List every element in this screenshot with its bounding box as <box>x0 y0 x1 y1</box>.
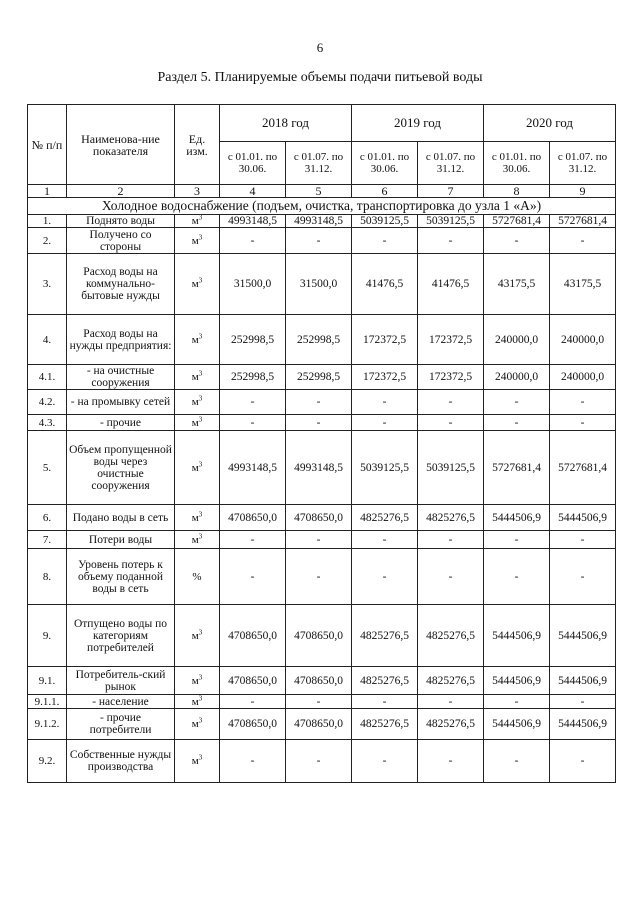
row-value: - <box>220 695 286 709</box>
table-row <box>28 315 616 365</box>
row-unit: $м^3$ <box>175 605 220 667</box>
column-number: 7 <box>418 185 484 198</box>
row-value: - <box>418 549 484 605</box>
row-value: 172372,5 <box>352 315 418 365</box>
row-number: 9.1. <box>28 667 67 695</box>
row-unit: $м^3$ <box>175 505 220 531</box>
row-value: 5727681,4 <box>550 215 616 228</box>
row-value: 252998,5 <box>220 315 286 365</box>
page-number: 6 <box>316 40 324 55</box>
row-value: 4708650,0 <box>220 605 286 667</box>
table-row <box>28 505 616 531</box>
row-value: 4825276,5 <box>418 505 484 531</box>
row-value: 41476,5 <box>352 254 418 315</box>
row-value: 4993148,5 <box>286 431 352 505</box>
row-indicator-name: - прочие <box>67 415 175 431</box>
header-period: с 01.01. по 30.06. <box>220 142 286 185</box>
row-value: - <box>352 695 418 709</box>
row-value: - <box>220 415 286 431</box>
column-numbers-row <box>28 185 616 198</box>
row-value: 4708650,0 <box>286 709 352 740</box>
row-value: - <box>286 695 352 709</box>
row-value: - <box>352 390 418 415</box>
row-value: - <box>286 531 352 549</box>
row-value: - <box>550 415 616 431</box>
row-value: 4993148,5 <box>220 431 286 505</box>
row-value: - <box>352 740 418 783</box>
row-value: - <box>418 531 484 549</box>
row-value: - <box>484 740 550 783</box>
row-value: - <box>550 228 616 254</box>
row-indicator-name: Расход воды на нужды предприятия: <box>67 315 175 365</box>
row-value: 5444506,9 <box>550 709 616 740</box>
row-value: - <box>286 390 352 415</box>
row-value: 240000,0 <box>484 365 550 390</box>
row-value: 5039125,5 <box>352 215 418 228</box>
row-value: - <box>418 695 484 709</box>
row-indicator-name: Уровень потерь к объему поданной воды в сеть <box>67 549 175 605</box>
row-value: - <box>484 415 550 431</box>
row-indicator-name: Поднято воды <box>67 215 175 228</box>
row-value: 5727681,4 <box>484 431 550 505</box>
row-value: 172372,5 <box>418 365 484 390</box>
row-value: - <box>550 549 616 605</box>
row-value: 4825276,5 <box>352 709 418 740</box>
row-value: 5444506,9 <box>484 505 550 531</box>
row-value: - <box>352 228 418 254</box>
row-value: 252998,5 <box>286 365 352 390</box>
row-value: 31500,0 <box>286 254 352 315</box>
column-number: 5 <box>286 185 352 198</box>
row-value: - <box>418 228 484 254</box>
row-unit: $м^3$ <box>175 215 220 228</box>
row-value: 43175,5 <box>550 254 616 315</box>
row-value: 5444506,9 <box>550 605 616 667</box>
row-number: 5. <box>28 431 67 505</box>
row-unit: $м^3$ <box>175 431 220 505</box>
header-num: № п/п <box>28 105 67 185</box>
row-number: 4. <box>28 315 67 365</box>
header-year-2020: 2020 год <box>484 105 616 142</box>
row-unit: $м^3$ <box>175 365 220 390</box>
column-number: 8 <box>484 185 550 198</box>
section-title: Раздел 5. Планируемые объемы подачи питьевой воды <box>157 70 483 85</box>
column-number: 9 <box>550 185 616 198</box>
row-indicator-name: Потребитель-ский рынок <box>67 667 175 695</box>
row-value: 4825276,5 <box>352 605 418 667</box>
row-value: - <box>286 228 352 254</box>
row-value: - <box>484 695 550 709</box>
table-row <box>28 709 616 740</box>
table-row <box>28 228 616 254</box>
table-row <box>28 215 616 228</box>
section-heading: Холодное водоснабжение (подъем, очистка, транспортировка до узла 1 «А») <box>28 198 616 215</box>
header-name: Наименова-ние показателя <box>67 105 175 185</box>
row-value: - <box>484 549 550 605</box>
row-indicator-name: Расход воды на коммунально-бытовые нужды <box>67 254 175 315</box>
table-row <box>28 605 616 667</box>
column-number: 1 <box>28 185 67 198</box>
row-value: 41476,5 <box>418 254 484 315</box>
row-value: 4825276,5 <box>352 667 418 695</box>
row-unit: $м^3$ <box>175 228 220 254</box>
row-value: - <box>286 740 352 783</box>
row-indicator-name: Отпущено воды по категориям потребителей <box>67 605 175 667</box>
row-number: 6. <box>28 505 67 531</box>
row-unit: % <box>175 549 220 605</box>
row-indicator-name: - прочие потребители <box>67 709 175 740</box>
row-number: 9.1.2. <box>28 709 67 740</box>
row-number: 3. <box>28 254 67 315</box>
row-unit: $м^3$ <box>175 390 220 415</box>
row-value: 4825276,5 <box>418 709 484 740</box>
row-number: 4.1. <box>28 365 67 390</box>
row-indicator-name: - на очистные сооружения <box>67 365 175 390</box>
row-value: 5727681,4 <box>550 431 616 505</box>
row-value: 5039125,5 <box>418 215 484 228</box>
row-value: 252998,5 <box>220 365 286 390</box>
row-indicator-name: Получено со стороны <box>67 228 175 254</box>
row-indicator-name: Подано воды в сеть <box>67 505 175 531</box>
row-unit: $м^3$ <box>175 531 220 549</box>
header-period: с 01.07. по 31.12. <box>286 142 352 185</box>
row-value: 4993148,5 <box>286 215 352 228</box>
row-number: 2. <box>28 228 67 254</box>
table-row <box>28 667 616 695</box>
row-number: 8. <box>28 549 67 605</box>
row-number: 4.3. <box>28 415 67 431</box>
row-unit: $м^3$ <box>175 667 220 695</box>
row-unit: $м^3$ <box>175 695 220 709</box>
header-period: с 01.01. по 30.06. <box>484 142 550 185</box>
row-value: - <box>220 390 286 415</box>
row-value: 240000,0 <box>484 315 550 365</box>
table-row <box>28 415 616 431</box>
row-value: - <box>484 390 550 415</box>
table-row <box>28 365 616 390</box>
row-value: - <box>484 531 550 549</box>
row-value: - <box>550 740 616 783</box>
column-number: 3 <box>175 185 220 198</box>
row-value: - <box>550 531 616 549</box>
row-indicator-name: Объем пропущенной воды через очистные сооружения <box>67 431 175 505</box>
table-row <box>28 390 616 415</box>
row-value: 5444506,9 <box>484 605 550 667</box>
row-value: - <box>220 228 286 254</box>
water-supply-table <box>27 104 616 783</box>
row-value: 4825276,5 <box>418 667 484 695</box>
row-unit: $м^3$ <box>175 415 220 431</box>
table-row <box>28 254 616 315</box>
header-year-2018: 2018 год <box>220 105 352 142</box>
row-value: 5444506,9 <box>484 709 550 740</box>
row-indicator-name: - население <box>67 695 175 709</box>
row-value: 172372,5 <box>418 315 484 365</box>
column-number: 2 <box>67 185 175 198</box>
row-unit: $м^3$ <box>175 740 220 783</box>
row-value: - <box>220 740 286 783</box>
row-value: - <box>550 390 616 415</box>
row-value: 31500,0 <box>220 254 286 315</box>
row-value: 43175,5 <box>484 254 550 315</box>
table-row <box>28 695 616 709</box>
row-unit: $м^3$ <box>175 254 220 315</box>
row-value: - <box>352 415 418 431</box>
row-value: 5444506,9 <box>550 667 616 695</box>
row-value: 172372,5 <box>352 365 418 390</box>
table-row <box>28 531 616 549</box>
row-value: 240000,0 <box>550 315 616 365</box>
row-value: 4708650,0 <box>220 709 286 740</box>
row-number: 7. <box>28 531 67 549</box>
row-value: - <box>286 549 352 605</box>
row-value: - <box>484 228 550 254</box>
row-number: 1. <box>28 215 67 228</box>
row-value: 240000,0 <box>550 365 616 390</box>
row-value: - <box>418 415 484 431</box>
row-value: 5727681,4 <box>484 215 550 228</box>
header-period: с 01.07. по 31.12. <box>418 142 484 185</box>
table-row <box>28 740 616 783</box>
section-row <box>28 198 616 215</box>
row-number: 9. <box>28 605 67 667</box>
row-value: 252998,5 <box>286 315 352 365</box>
row-value: - <box>220 531 286 549</box>
row-value: - <box>220 549 286 605</box>
row-value: 5444506,9 <box>484 667 550 695</box>
row-value: 4708650,0 <box>220 667 286 695</box>
row-unit: $м^3$ <box>175 315 220 365</box>
row-value: - <box>352 531 418 549</box>
table-row <box>28 549 616 605</box>
row-value: 4708650,0 <box>286 667 352 695</box>
row-value: 4708650,0 <box>286 605 352 667</box>
row-indicator-name: Потери воды <box>67 531 175 549</box>
row-value: 5039125,5 <box>418 431 484 505</box>
row-value: - <box>286 415 352 431</box>
header-unit: Ед. изм. <box>175 105 220 185</box>
row-unit: $м^3$ <box>175 709 220 740</box>
table-row <box>28 431 616 505</box>
row-value: 4993148,5 <box>220 215 286 228</box>
row-indicator-name: - на промывку сетей <box>67 390 175 415</box>
row-value: - <box>550 695 616 709</box>
column-number: 4 <box>220 185 286 198</box>
row-value: 4825276,5 <box>418 605 484 667</box>
row-number: 9.2. <box>28 740 67 783</box>
row-value: 4708650,0 <box>220 505 286 531</box>
header-period: с 01.01. по 30.06. <box>352 142 418 185</box>
row-value: 4825276,5 <box>352 505 418 531</box>
row-value: - <box>352 549 418 605</box>
header-period: с 01.07. по 31.12. <box>550 142 616 185</box>
row-indicator-name: Собственные нужды производства <box>67 740 175 783</box>
header-year-2019: 2019 год <box>352 105 484 142</box>
row-value: - <box>418 740 484 783</box>
row-value: 4708650,0 <box>286 505 352 531</box>
row-number: 4.2. <box>28 390 67 415</box>
row-number: 9.1.1. <box>28 695 67 709</box>
row-value: 5444506,9 <box>550 505 616 531</box>
row-value: - <box>418 390 484 415</box>
row-value: 5039125,5 <box>352 431 418 505</box>
column-number: 6 <box>352 185 418 198</box>
